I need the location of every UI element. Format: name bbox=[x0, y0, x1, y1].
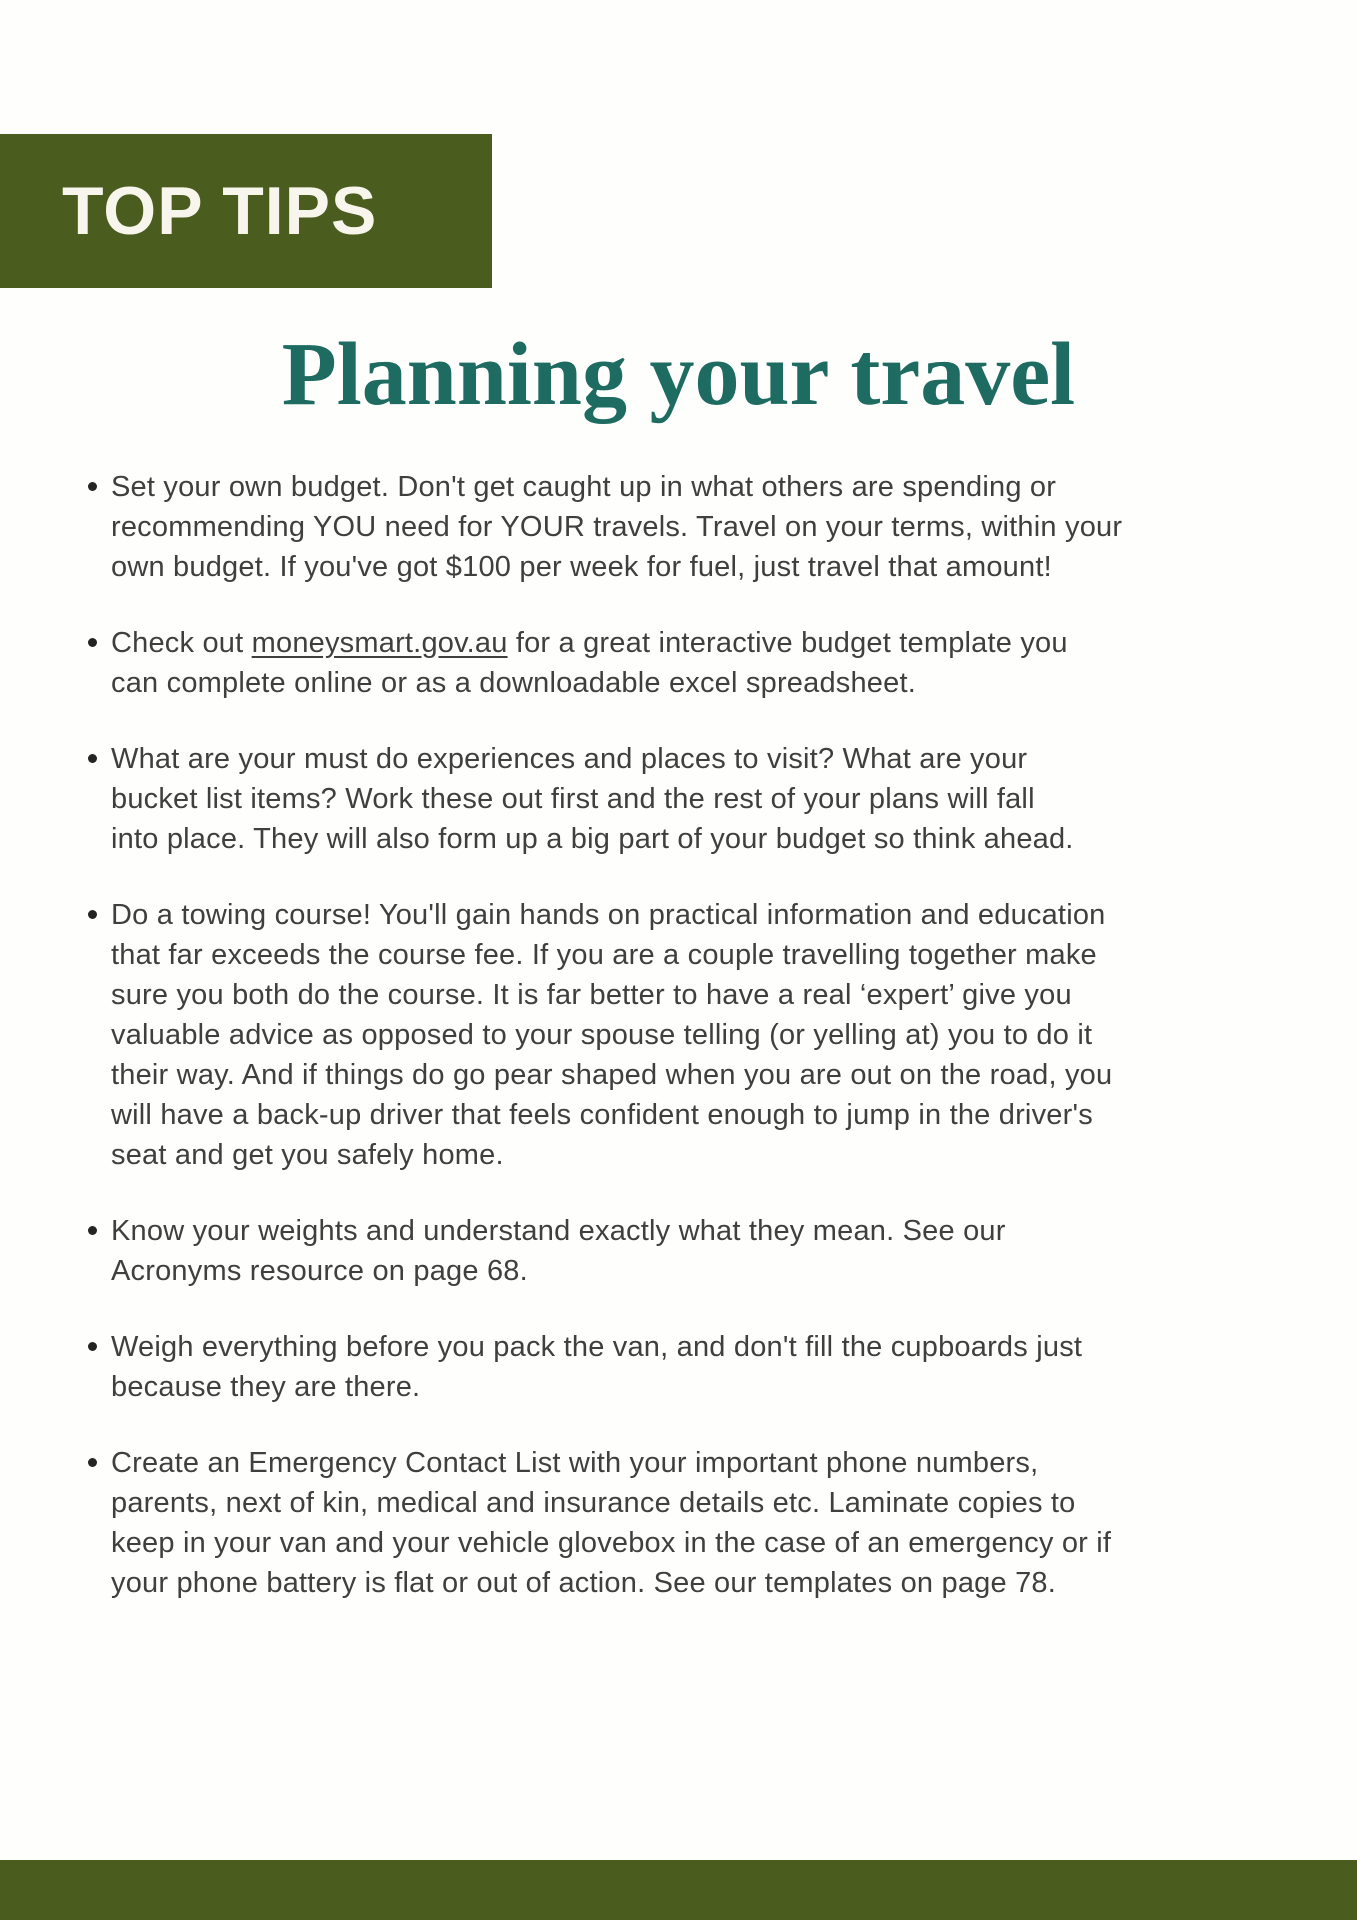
bullet-icon bbox=[88, 754, 97, 763]
bullet-icon bbox=[88, 1342, 97, 1351]
list-item bbox=[88, 895, 1317, 1175]
tip-line: into place. They will also form up a big part of your budget so think ahead. bbox=[111, 823, 1074, 855]
tip-text bbox=[111, 895, 1112, 1175]
tip-line: Acronyms resource on page 68. bbox=[111, 1255, 528, 1287]
tip-line: Set your own budget. Don't get caught up in what others are spending or bbox=[111, 471, 1057, 503]
top-tips-band bbox=[0, 134, 492, 288]
moneysmart-link[interactable]: moneysmart.gov.au bbox=[251, 627, 508, 659]
bullet-icon bbox=[88, 638, 97, 647]
page-title: Planning your travel bbox=[281, 325, 1076, 424]
bullet-icon bbox=[88, 910, 97, 919]
tips-list bbox=[0, 467, 1357, 1603]
list-item bbox=[88, 1443, 1317, 1603]
tip-line: sure you both do the course. It is far better to have a real ‘expert’ give you bbox=[111, 979, 1072, 1011]
tip-text bbox=[111, 1211, 1006, 1291]
bullet-icon bbox=[88, 1226, 97, 1235]
bullet-icon bbox=[88, 482, 97, 491]
list-item bbox=[88, 739, 1317, 859]
tip-line: that far exceeds the course fee. If you are a couple travelling together make bbox=[111, 939, 1097, 971]
tip-text bbox=[111, 1443, 1111, 1603]
list-item bbox=[88, 467, 1317, 587]
tip-text bbox=[111, 623, 1068, 703]
tip-line: Weigh everything before you pack the van, and don't fill the cupboards just bbox=[111, 1331, 1083, 1363]
top-tips-label: TOP TIPS bbox=[62, 173, 378, 249]
list-item bbox=[88, 1327, 1317, 1407]
tip-text bbox=[111, 467, 1122, 587]
tip-line: your phone battery is flat or out of action. See our templates on page 78. bbox=[111, 1567, 1056, 1599]
tip-line: Do a towing course! You'll gain hands on practical information and education bbox=[111, 899, 1106, 931]
tip-line: own budget. If you've got $100 per week for fuel, just travel that amount! bbox=[111, 551, 1052, 583]
tip-line: keep in your van and your vehicle glovebox in the case of an emergency or if bbox=[111, 1527, 1112, 1559]
tip-line: will have a back-up driver that feels confident enough to jump in the driver's bbox=[111, 1099, 1093, 1131]
tip-line: because they are there. bbox=[111, 1371, 421, 1403]
tip-line: their way. And if things do go pear shaped when you are out on the road, you bbox=[111, 1059, 1113, 1091]
tip-line: parents, next of kin, medical and insurance details etc. Laminate copies to bbox=[111, 1487, 1076, 1519]
tip-line: What are your must do experiences and places to visit? What are your bbox=[111, 743, 1028, 775]
tip-line: seat and get you safely home. bbox=[111, 1139, 504, 1171]
tip-text bbox=[111, 1327, 1082, 1407]
tip-line-prefix: Check out bbox=[111, 627, 252, 659]
tip-line: bucket list items? Work these out first and the rest of your plans will fall bbox=[111, 783, 1035, 815]
tip-line bbox=[111, 623, 1068, 663]
list-item bbox=[88, 1211, 1317, 1291]
tip-line-suffix: for a great interactive budget template you bbox=[507, 627, 1068, 659]
tip-line: can complete online or as a downloadable excel spreadsheet. bbox=[111, 667, 916, 699]
tip-line: valuable advice as opposed to your spouse telling (or yelling at) you to do it bbox=[111, 1019, 1093, 1051]
bullet-icon bbox=[88, 1458, 97, 1467]
tip-text bbox=[111, 739, 1074, 859]
list-item bbox=[88, 623, 1317, 703]
tip-line: recommending YOU need for YOUR travels. Travel on your terms, within your bbox=[111, 511, 1123, 543]
tip-line: Know your weights and understand exactly what they mean. See our bbox=[111, 1215, 1006, 1247]
tip-line: Create an Emergency Contact List with your important phone numbers, bbox=[111, 1447, 1039, 1479]
footer-band bbox=[0, 1860, 1357, 1920]
